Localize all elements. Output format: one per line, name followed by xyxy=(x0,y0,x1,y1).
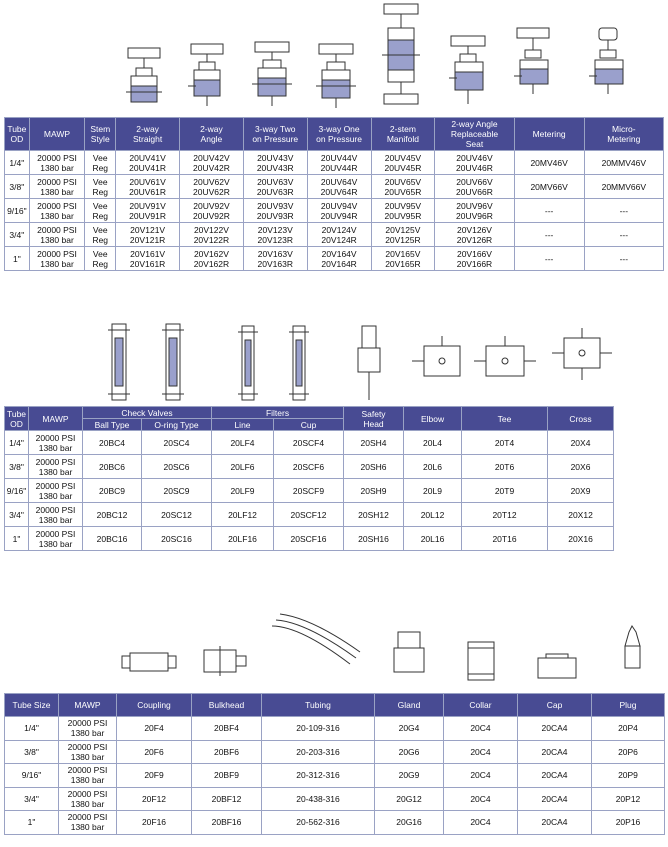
metering-cell: 20MV66V xyxy=(514,175,584,199)
part-number-cell: 20UV63V 20UV63R xyxy=(243,175,307,199)
oring-cell: 20SC12 xyxy=(142,503,212,527)
micro-metering-valve-icon xyxy=(589,28,623,94)
part-number-cell: 20V122V 20V122R xyxy=(180,223,244,247)
oring-cell: 20SC9 xyxy=(142,479,212,503)
header-three-way-one-on: 3-way One on Pressure xyxy=(307,118,371,151)
part-number-cell: 20UV93V 20UV93R xyxy=(243,199,307,223)
mawp-cell: 20000 PSI 1380 bar xyxy=(29,247,85,271)
cross-icon xyxy=(552,328,612,380)
coupling-cell: 20F6 xyxy=(117,740,192,764)
mawp-cell: 20000 PSI 1380 bar xyxy=(29,175,85,199)
tube-size-cell: 1/4" xyxy=(5,717,59,741)
collar-cell: 20C4 xyxy=(444,764,518,788)
micro-metering-cell: 20MMV66V xyxy=(584,175,663,199)
header-three-way-two-on: 3-way Two on Pressure xyxy=(243,118,307,151)
header-two-way-angle: 2-way Angle xyxy=(180,118,244,151)
gland-cell: 20G6 xyxy=(375,740,444,764)
tubing-cell: 20-203-316 xyxy=(262,740,375,764)
part-number-cell: 20UV43V 20UV43R xyxy=(243,151,307,175)
cup-cell: 20SCF6 xyxy=(274,455,344,479)
tubing-illustrations xyxy=(0,606,668,692)
tubing-cell: 20-562-316 xyxy=(262,811,375,835)
header-elbow: Elbow xyxy=(404,407,462,431)
cup-cell: 20SCF4 xyxy=(274,431,344,455)
part-number-cell: 20V166V 20V166R xyxy=(435,247,514,271)
header-cap: Cap xyxy=(518,694,592,717)
elbow-cell: 20L12 xyxy=(404,503,462,527)
header-cross: Cross xyxy=(548,407,614,431)
tubing-cell: 20-312-316 xyxy=(262,764,375,788)
oring-check-valve-icon xyxy=(162,324,184,400)
gland-cell: 20G12 xyxy=(375,787,444,811)
tube-od-cell: 9/16" xyxy=(5,479,29,503)
header-tube-od: Tube OD xyxy=(5,407,29,431)
part-number-cell: 20V125V 20V125R xyxy=(371,223,435,247)
cup-cell: 20SCF9 xyxy=(274,479,344,503)
micro-metering-cell: --- xyxy=(584,223,663,247)
table-row xyxy=(5,787,665,811)
safety-cell: 20SH12 xyxy=(344,503,404,527)
bulkhead-cell: 20BF12 xyxy=(192,787,262,811)
part-number-cell: 20V164V 20V164R xyxy=(307,247,371,271)
oring-cell: 20SC16 xyxy=(142,527,212,551)
stem-style-cell: Vee Reg xyxy=(85,175,116,199)
tube-od-cell: 9/16" xyxy=(5,199,30,223)
part-number-cell: 20V163V 20V163R xyxy=(243,247,307,271)
header-collar: Collar xyxy=(444,694,518,717)
ball-cell: 20BC4 xyxy=(83,431,142,455)
cap-cell: 20CA4 xyxy=(518,787,592,811)
three-way-two-on-pressure-valve-icon xyxy=(252,42,292,106)
ball-cell: 20BC12 xyxy=(83,503,142,527)
tube-od-cell: 1/4" xyxy=(5,431,29,455)
header-coupling: Coupling xyxy=(117,694,192,717)
cross-cell: 20X6 xyxy=(548,455,614,479)
elbow-icon xyxy=(412,336,460,376)
elbow-cell: 20L4 xyxy=(404,431,462,455)
part-number-cell: 20UV42V 20UV42R xyxy=(180,151,244,175)
tee-cell: 20T9 xyxy=(462,479,548,503)
header-two-stem-manifold: 2-stem Manifold xyxy=(371,118,435,151)
tubing-part-table xyxy=(4,693,665,835)
part-number-cell: 20UV91V 20UV91R xyxy=(116,199,180,223)
bulkhead-cell: 20BF4 xyxy=(192,717,262,741)
cross-cell: 20X16 xyxy=(548,527,614,551)
cross-cell: 20X4 xyxy=(548,431,614,455)
tube-od-cell: 3/8" xyxy=(5,455,29,479)
coupling-cell: 20F12 xyxy=(117,787,192,811)
header-cup: Cup xyxy=(274,419,344,431)
part-number-cell: 20V126V 20V126R xyxy=(435,223,514,247)
header-gland: Gland xyxy=(375,694,444,717)
plug-icon xyxy=(625,626,640,668)
collar-cell: 20C4 xyxy=(444,787,518,811)
tubing-icon xyxy=(272,614,360,664)
two-way-angle-replaceable-seat-icon xyxy=(449,36,485,104)
stem-style-cell: Vee Reg xyxy=(85,247,116,271)
header-ball-type: Ball Type xyxy=(83,419,142,431)
header-line: Line xyxy=(212,419,274,431)
tube-od-cell: 3/8" xyxy=(5,175,30,199)
header-tube-size: Tube Size xyxy=(5,694,59,717)
gland-icon xyxy=(394,632,424,672)
cap-cell: 20CA4 xyxy=(518,740,592,764)
table-row xyxy=(5,479,614,503)
plug-cell: 20P12 xyxy=(592,787,665,811)
gland-cell: 20G9 xyxy=(375,764,444,788)
line-cell: 20LF4 xyxy=(212,431,274,455)
safety-cell: 20SH4 xyxy=(344,431,404,455)
safety-cell: 20SH6 xyxy=(344,455,404,479)
metering-cell: --- xyxy=(514,247,584,271)
tube-size-cell: 3/4" xyxy=(5,787,59,811)
mawp-cell: 20000 PSI 1380 bar xyxy=(29,479,83,503)
cross-cell: 20X12 xyxy=(548,503,614,527)
header-replaceable-seat: 2-way Angle Replaceable Seat xyxy=(435,118,514,151)
fittings-table-header-top xyxy=(5,407,614,419)
tubing-table-header xyxy=(5,694,665,717)
stem-style-cell: Vee Reg xyxy=(85,151,116,175)
part-number-cell: 20UV92V 20UV92R xyxy=(180,199,244,223)
table-row xyxy=(5,223,664,247)
safety-head-icon xyxy=(358,326,380,400)
header-safety-head: Safety Head xyxy=(344,407,404,431)
elbow-cell: 20L9 xyxy=(404,479,462,503)
bulkhead-cell: 20BF6 xyxy=(192,740,262,764)
tube-od-cell: 3/4" xyxy=(5,223,30,247)
mawp-cell: 20000 PSI 1380 bar xyxy=(29,527,83,551)
tube-size-cell: 1" xyxy=(5,811,59,835)
collar-cell: 20C4 xyxy=(444,740,518,764)
micro-metering-cell: 20MMV46V xyxy=(584,151,663,175)
header-tube-od: Tube OD xyxy=(5,118,30,151)
table-row xyxy=(5,247,664,271)
gland-cell: 20G16 xyxy=(375,811,444,835)
table-row xyxy=(5,431,614,455)
part-number-cell: 20UV61V 20UV61R xyxy=(116,175,180,199)
stem-style-cell: Vee Reg xyxy=(85,223,116,247)
tee-cell: 20T4 xyxy=(462,431,548,455)
oring-cell: 20SC4 xyxy=(142,431,212,455)
elbow-cell: 20L6 xyxy=(404,455,462,479)
metering-valve-icon xyxy=(514,28,549,94)
mawp-cell: 20000 PSI 1380 bar xyxy=(29,431,83,455)
header-micro-metering: Micro- Metering xyxy=(584,118,663,151)
tube-size-cell: 3/8" xyxy=(5,740,59,764)
valve-table-header xyxy=(5,118,664,151)
tube-od-cell: 1/4" xyxy=(5,151,30,175)
part-number-cell: 20UV66V 20UV66R xyxy=(435,175,514,199)
safety-cell: 20SH16 xyxy=(344,527,404,551)
oring-cell: 20SC6 xyxy=(142,455,212,479)
part-number-cell: 20UV64V 20UV64R xyxy=(307,175,371,199)
header-metering: Metering xyxy=(514,118,584,151)
plug-cell: 20P16 xyxy=(592,811,665,835)
tubing-cell: 20-109-316 xyxy=(262,717,375,741)
table-row xyxy=(5,527,614,551)
coupling-icon xyxy=(122,653,176,671)
cup-cell: 20SCF16 xyxy=(274,527,344,551)
tube-size-cell: 9/16" xyxy=(5,764,59,788)
cap-cell: 20CA4 xyxy=(518,811,592,835)
gland-cell: 20G4 xyxy=(375,717,444,741)
header-bulkhead: Bulkhead xyxy=(192,694,262,717)
part-number-cell: 20V165V 20V165R xyxy=(371,247,435,271)
tee-icon xyxy=(474,336,536,376)
tube-od-cell: 1" xyxy=(5,247,30,271)
part-number-cell: 20UV96V 20UV96R xyxy=(435,199,514,223)
micro-metering-cell: --- xyxy=(584,199,663,223)
bulkhead-cell: 20BF9 xyxy=(192,764,262,788)
coupling-cell: 20F4 xyxy=(117,717,192,741)
tee-cell: 20T6 xyxy=(462,455,548,479)
header-two-way-straight: 2-way Straight xyxy=(116,118,180,151)
elbow-cell: 20L16 xyxy=(404,527,462,551)
tubing-cell: 20-438-316 xyxy=(262,787,375,811)
table-row xyxy=(5,717,665,741)
part-number-cell: 20UV44V 20UV44R xyxy=(307,151,371,175)
mawp-cell: 20000 PSI 1380 bar xyxy=(29,199,85,223)
part-number-cell: 20V123V 20V123R xyxy=(243,223,307,247)
header-filters: Filters xyxy=(212,407,344,419)
bulkhead-cell: 20BF16 xyxy=(192,811,262,835)
plug-cell: 20P6 xyxy=(592,740,665,764)
table-row xyxy=(5,503,614,527)
part-number-cell: 20V121V 20V121R xyxy=(116,223,180,247)
two-stem-manifold-icon xyxy=(382,4,420,104)
cup-cell: 20SCF12 xyxy=(274,503,344,527)
table-row xyxy=(5,199,664,223)
part-number-cell: 20UV62V 20UV62R xyxy=(180,175,244,199)
tee-cell: 20T16 xyxy=(462,527,548,551)
header-plug: Plug xyxy=(592,694,665,717)
part-number-cell: 20V124V 20V124R xyxy=(307,223,371,247)
table-row xyxy=(5,764,665,788)
stem-style-cell: Vee Reg xyxy=(85,199,116,223)
two-way-straight-valve-icon xyxy=(126,48,162,102)
micro-metering-cell: --- xyxy=(584,247,663,271)
coupling-cell: 20F16 xyxy=(117,811,192,835)
mawp-cell: 20000 PSI 1380 bar xyxy=(59,740,117,764)
tube-od-cell: 1" xyxy=(5,527,29,551)
metering-cell: --- xyxy=(514,223,584,247)
mawp-cell: 20000 PSI 1380 bar xyxy=(59,717,117,741)
collar-cell: 20C4 xyxy=(444,717,518,741)
part-number-cell: 20V161V 20V161R xyxy=(116,247,180,271)
cap-cell: 20CA4 xyxy=(518,764,592,788)
part-number-cell: 20UV46V 20UV46R xyxy=(435,151,514,175)
mawp-cell: 20000 PSI 1380 bar xyxy=(29,503,83,527)
bulkhead-icon xyxy=(204,646,246,676)
coupling-cell: 20F9 xyxy=(117,764,192,788)
line-cell: 20LF6 xyxy=(212,455,274,479)
part-number-cell: 20UV41V 20UV41R xyxy=(116,151,180,175)
line-cell: 20LF16 xyxy=(212,527,274,551)
table-row xyxy=(5,740,665,764)
table-row xyxy=(5,811,665,835)
fitting-illustrations xyxy=(0,318,668,406)
cross-cell: 20X9 xyxy=(548,479,614,503)
header-mawp: MAWP xyxy=(29,118,85,151)
cap-cell: 20CA4 xyxy=(518,717,592,741)
part-number-cell: 20UV65V 20UV65R xyxy=(371,175,435,199)
header-oring-type: O-ring Type xyxy=(142,419,212,431)
collar-cell: 20C4 xyxy=(444,811,518,835)
tee-cell: 20T12 xyxy=(462,503,548,527)
collar-icon xyxy=(468,642,494,680)
part-number-cell: 20UV94V 20UV94R xyxy=(307,199,371,223)
header-tee: Tee xyxy=(462,407,548,431)
header-mawp: MAWP xyxy=(59,694,117,717)
line-cell: 20LF12 xyxy=(212,503,274,527)
tube-od-cell: 3/4" xyxy=(5,503,29,527)
cap-icon xyxy=(538,654,576,678)
header-check-valves: Check Valves xyxy=(83,407,212,419)
metering-cell: --- xyxy=(514,199,584,223)
table-row xyxy=(5,455,614,479)
mawp-cell: 20000 PSI 1380 bar xyxy=(59,764,117,788)
part-number-cell: 20UV45V 20UV45R xyxy=(371,151,435,175)
three-way-one-on-pressure-valve-icon xyxy=(316,44,356,108)
valve-illustrations xyxy=(0,0,668,115)
two-way-angle-valve-icon xyxy=(188,44,223,106)
cup-filter-icon xyxy=(289,326,309,400)
header-mawp: MAWP xyxy=(29,407,83,431)
table-row xyxy=(5,151,664,175)
metering-cell: 20MV46V xyxy=(514,151,584,175)
part-number-cell: 20V162V 20V162R xyxy=(180,247,244,271)
mawp-cell: 20000 PSI 1380 bar xyxy=(29,223,85,247)
mawp-cell: 20000 PSI 1380 bar xyxy=(29,455,83,479)
mawp-cell: 20000 PSI 1380 bar xyxy=(29,151,85,175)
plug-cell: 20P4 xyxy=(592,717,665,741)
table-row xyxy=(5,175,664,199)
header-tubing: Tubing xyxy=(262,694,375,717)
line-cell: 20LF9 xyxy=(212,479,274,503)
safety-cell: 20SH9 xyxy=(344,479,404,503)
ball-check-valve-icon xyxy=(108,324,130,400)
valve-part-table xyxy=(4,117,664,271)
part-number-cell: 20UV95V 20UV95R xyxy=(371,199,435,223)
ball-cell: 20BC9 xyxy=(83,479,142,503)
ball-cell: 20BC16 xyxy=(83,527,142,551)
mawp-cell: 20000 PSI 1380 bar xyxy=(59,787,117,811)
line-filter-icon xyxy=(238,326,258,400)
header-stem-style: Stem Style xyxy=(85,118,116,151)
ball-cell: 20BC6 xyxy=(83,455,142,479)
fittings-part-table xyxy=(4,406,614,551)
plug-cell: 20P9 xyxy=(592,764,665,788)
mawp-cell: 20000 PSI 1380 bar xyxy=(59,811,117,835)
